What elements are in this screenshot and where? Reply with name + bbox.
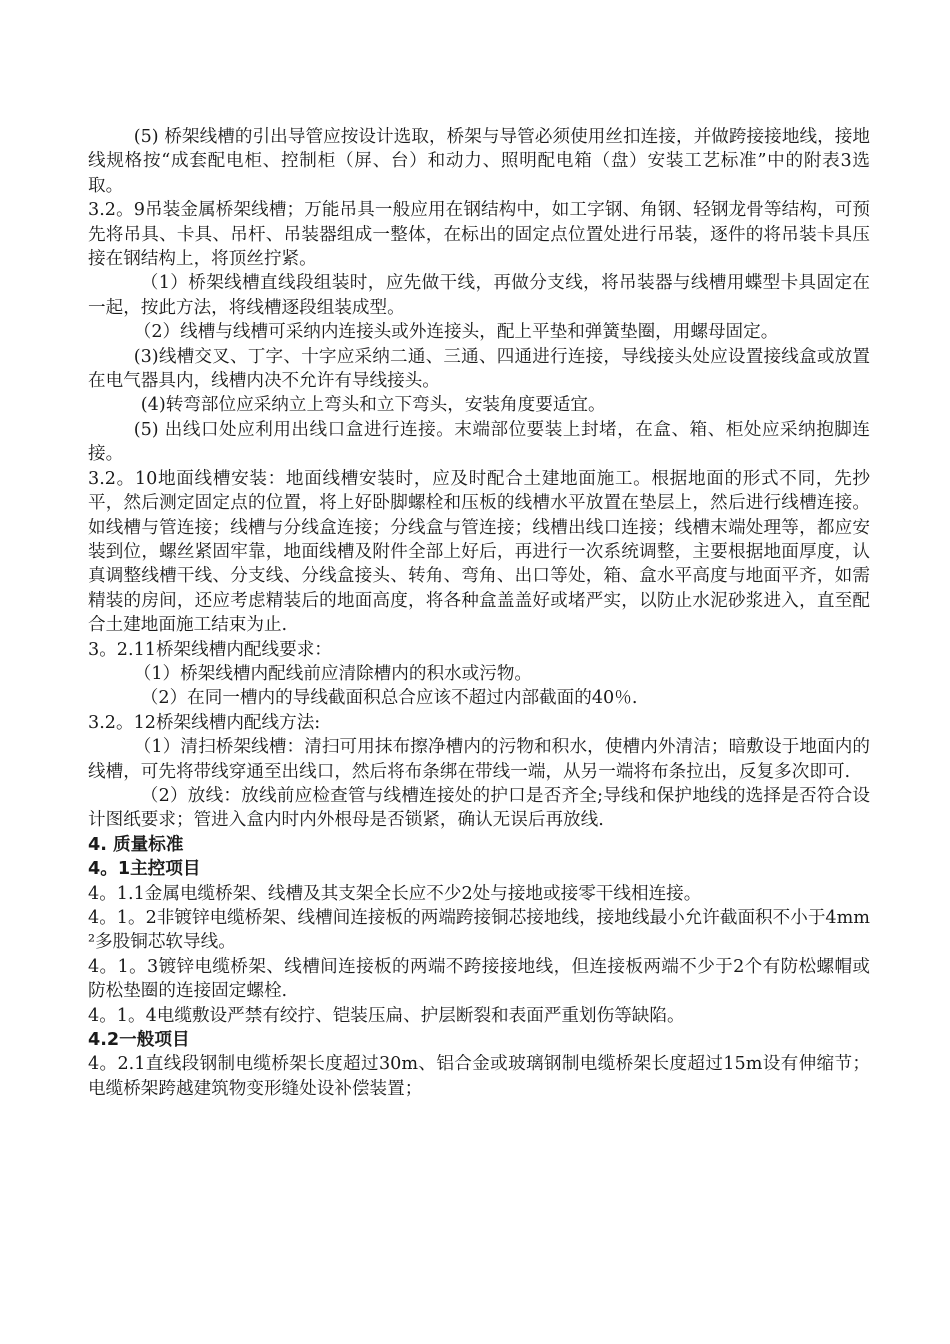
paragraph: （1）桥架线槽直线段组装时，应先做干线，再做分支线，将吊装器与线槽用蝶型卡具固定在一起，按此方法，将线槽逐段组装成型。 — [88, 273, 870, 318]
paragraph: 3.2。12桥架线槽内配线方法: — [88, 712, 321, 733]
paragraph: （2）在同一槽内的导线截面积总合应该不超过内部截面的40％. — [140, 688, 638, 709]
paragraph: 4。1。4电缆敷设严禁有绞拧、铠装压扁、护层断裂和表面严重划伤等缺陷。 — [88, 1005, 685, 1026]
paragraph: (5) 桥架线槽的引出导管应按设计选取，桥架与导管必须使用丝扣连接，并做跨接接地线，接地线规格按“成套配电柜、控制柜（屏、台）和动力、照明配电箱（盘）安装工艺标准”中的附表3选取。 — [88, 127, 870, 196]
subsection-heading: 4.2一般项目 — [88, 1030, 190, 1051]
paragraph: （1）桥架线槽内配线前应清除槽内的积水或污物。 — [133, 663, 533, 684]
paragraph: （2）放线：放线前应检查管与线槽连接处的护口是否齐全;导线和保护地线的选择是否符合设计图纸要求；管进入盒内时内外根母是否锁紧，确认无误后再放线. — [88, 785, 870, 831]
paragraph: (5) 出线口处应利用出线口盒进行连接。末端部位要装上封堵，在盒、箱、柜处应采纳抱脚连接。 — [88, 419, 870, 465]
paragraph: 4。1.1金属电缆桥架、线槽及其支架全长应不少2处与接地或接零干线相连接。 — [88, 883, 702, 904]
section-heading: 4. 质量标准 — [88, 834, 184, 855]
paragraph: 3.2。10地面线槽安装：地面线槽安装时，应及时配合土建地面施工。根据地面的形式不同，先抄平，然后测定固定点的位置，将上好卧脚螺栓和压板的线槽水平放置在垫层上，然后进行线槽连接。如线槽与管连接；线槽与分线盒连接；分线盒与管连接；线槽出线口连接；线槽末端处理等，都应安装到位，螺丝紧固牢靠，地面线槽及附件全部上好后，再进行一次系统调整，主要根据地面厚度，认真调整线槽干线、分支线、分线盒接头、转角、弯角、出口等处，箱、盒水平高度与地面平齐，如需精装的房间，还应考虑精装后的地面高度，将各种盒盖盖好或堵严实，以防止水泥砂浆进入，直至配合土建地面施工结束为止. — [88, 468, 870, 636]
paragraph: （2）线槽与线槽可采纳内连接头或外连接头，配上平垫和弹簧垫圈，用螺母固定。 — [133, 322, 779, 343]
subsection-heading: 4。1主控项目 — [88, 859, 201, 880]
paragraph: 4。1。2非镀锌电缆桥架、线槽间连接板的两端跨接铜芯接地线，接地线最小允许截面积不小于4mm²多股铜芯软导线。 — [88, 908, 870, 953]
paragraph: 3。2.11桥架线槽内配线要求： — [88, 639, 332, 660]
paragraph: 3.2。9吊装金属桥架线槽；万能吊具一般应用在钢结构中，如工字钢、角钢、轻钢龙骨等结构，可预先将吊具、卡具、吊杆、吊装器组成一整体，在标出的固定点位置处进行吊装，逐件的将吊装卡具压接在钢结构上，将顶丝拧紧。 — [88, 200, 870, 270]
paragraph: 4。2.1直线段钢制电缆桥架长度超过30m、铝合金或玻璃钢制电缆桥架长度超过15m设有伸缩节；电缆桥架跨越建筑物变形缝处设补偿装置； — [88, 1054, 870, 1099]
paragraph: （1）清扫桥架线槽：清扫可用抹布擦净槽内的污物和积水，使槽内外清洁；暗敷设于地面内的线槽，可先将带线穿通至出线口，然后将布条绑在带线一端，从另一端将布条拉出，反复多次即可. — [88, 737, 870, 782]
document-body — [88, 125, 870, 1101]
paragraph: (3)线槽交叉、丁字、十字应采纳二通、三通、四通进行连接，导线接头处应设置接线盒或放置在电气器具内，线槽内决不允许有导线接头。 — [88, 346, 870, 392]
paragraph: (4)转弯部位应采纳立上弯头和立下弯头，安装角度要适宜。 — [140, 395, 606, 416]
paragraph: 4。1。3镀锌电缆桥架、线槽间连接板的两端不跨接接地线，但连接板两端不少于2个有防松螺帽或防松垫圈的连接固定螺栓. — [88, 956, 870, 1002]
